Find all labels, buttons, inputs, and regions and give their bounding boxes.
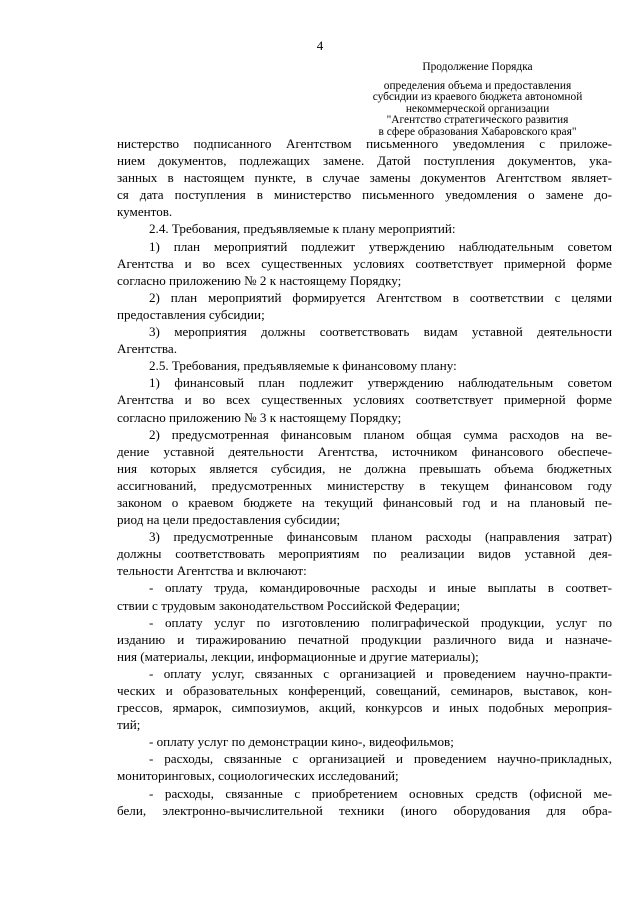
text-line: бели, электронно-вычислительной техники (иного оборудования для обра- — [117, 802, 612, 818]
header-line: в сфере образования Хабаровского края" — [378, 125, 577, 138]
text-line: ся дата поступления в министерство письменного уведомления о замене до- — [117, 187, 612, 203]
page-number: 4 — [316, 38, 324, 53]
text-line: законом о краевом бюджете на текущий финансовый год и на плановый пе- — [117, 494, 612, 510]
text-line: 3) мероприятия должны соответствовать видам уставной деятельности — [149, 324, 612, 340]
text-line: занных в настоящем пункте, в случае замены документов Агентством являет- — [117, 170, 612, 186]
text-line: согласно приложению № 2 к настоящему Порядку; — [117, 272, 402, 288]
text-line: - оплату услуг, связанных с организацией и проведением научно-практи- — [149, 665, 612, 681]
text-line: 1) финансовый план подлежит утверждению наблюдательным советом — [149, 375, 612, 391]
text-line: ния (материалы, лекции, информационные и другие материалы); — [117, 648, 479, 664]
text-line: тельности Агентства и включают: — [117, 563, 307, 579]
text-line: предоставления субсидии; — [117, 306, 265, 322]
text-line: 1) план мероприятий подлежит утверждению наблюдательным советом — [149, 238, 612, 254]
text-line: - оплату труда, командировочные расходы и иные выплаты в соответ- — [149, 580, 612, 596]
text-line: ния которых является субсидия, не должна превышать объема бюджетных — [117, 460, 612, 476]
text-line: 3) предусмотренные финансовым планом расходы (направления затрат) — [149, 529, 612, 545]
document-body — [117, 135, 612, 819]
text-line: дение уставной деятельности Агентства, источником финансового обеспече- — [117, 443, 612, 459]
text-line: изданию и тиражированию печатной продукции различного вида и назначе- — [117, 631, 612, 647]
text-line: 2.4. Требования, предъявляемые к плану мероприятий: — [149, 221, 456, 237]
header-line: некоммерческой организации — [405, 102, 550, 115]
text-line: грессов, ярмарок, симпозиумов, акций, конкурсов и иных подобных мероприя- — [117, 700, 612, 716]
document-header — [340, 62, 615, 138]
text-line: - расходы, связанные с организацией и проведением научно-прикладных, — [149, 751, 612, 767]
text-line: 2) план мероприятий формируется Агентством в соответствии с целями — [149, 289, 612, 305]
text-line: кументов. — [117, 204, 173, 220]
header-title: Продолжение Порядка — [422, 61, 533, 73]
text-line: нистерство подписанного Агентством письменного уведомления с приложе- — [117, 136, 612, 151]
text-line: - расходы, связанные с приобретением основных средств (офисной ме- — [149, 785, 612, 801]
header-line: "Агентство стратегического развития — [386, 114, 569, 126]
text-line: Агентства и во всех существенных условиях соответствует примерной форме — [117, 255, 612, 271]
text-line: должны соответствовать мероприятиям по реализации видов уставной дея- — [117, 546, 612, 562]
text-line: ассигнований, предусмотренных министерству в текущем финансовом году — [117, 477, 612, 493]
text-line: нием документов, подлежащих замене. Датой поступления документов, ука- — [117, 153, 612, 169]
text-line: Агентства и во всех существенных условиях соответствует примерной форме — [117, 392, 612, 408]
text-line: ствии с трудовым законодательством Российской Федерации; — [117, 597, 461, 613]
text-line: мониторинговых, социологических исследований; — [117, 768, 399, 784]
header-line: определения объема и предоставления — [383, 79, 572, 92]
text-line: тий; — [117, 717, 141, 733]
text-line: - оплату услуг по изготовлению полиграфической продукции, услуг по — [149, 614, 612, 630]
text-line: 2.5. Требования, предъявляемые к финансовому плану: — [149, 358, 457, 374]
text-line: согласно приложению № 3 к настоящему Порядку; — [117, 409, 402, 425]
text-line: - оплату услуг по демонстрации кино-, видеофильмов; — [149, 734, 454, 750]
text-line: риод на цели предоставления субсидии; — [117, 512, 341, 528]
text-line: Агентства. — [117, 341, 177, 357]
text-line: 2) предусмотренная финансовым планом общая сумма расходов на ве- — [149, 426, 612, 442]
header-line: субсидии из краевого бюджета автономной — [372, 91, 583, 103]
text-line: ческих и образовательных конференций, совещаний, семинаров, выставок, кон- — [117, 683, 612, 698]
